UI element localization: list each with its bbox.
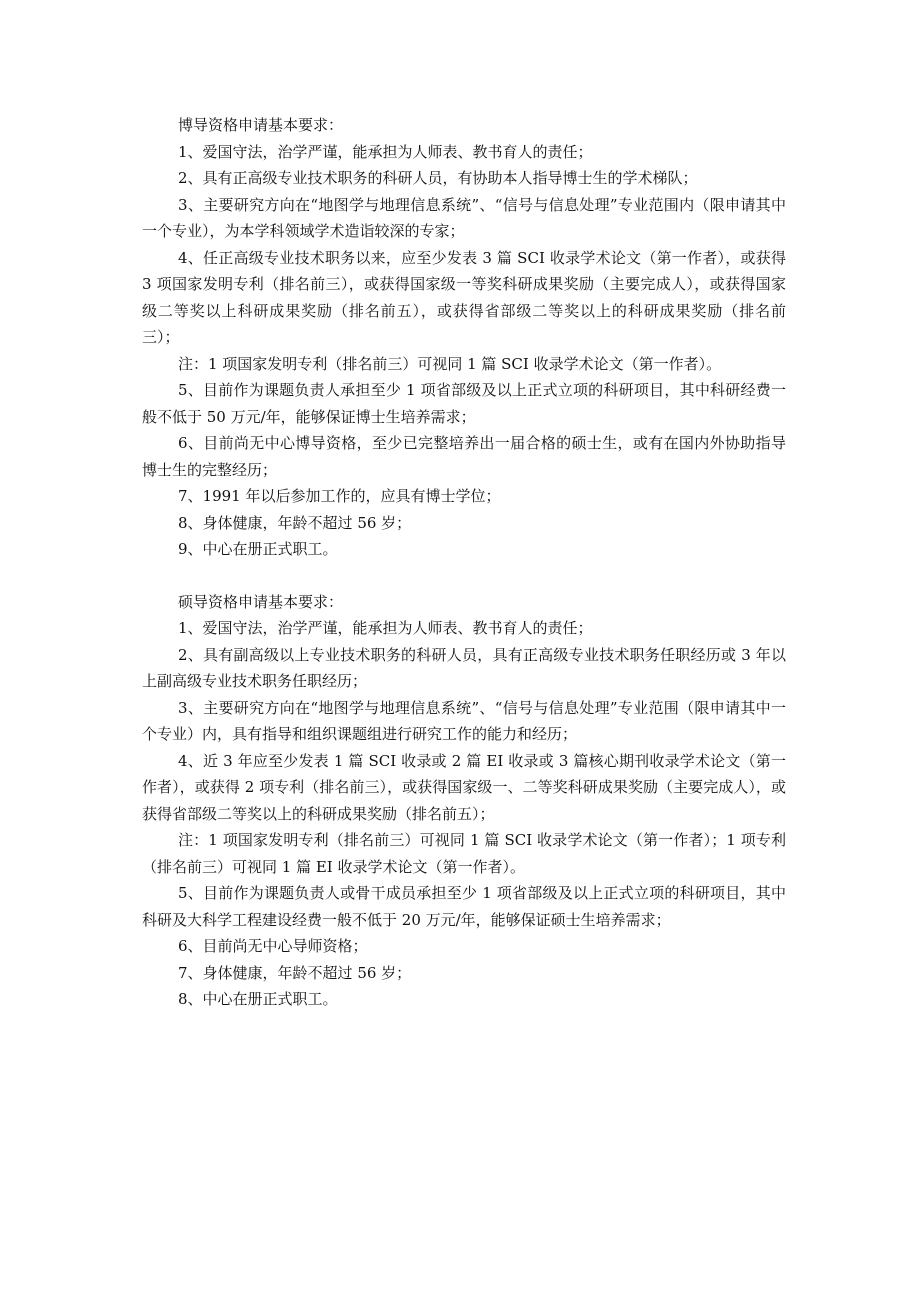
doctor-section-title: 博导资格申请基本要求： xyxy=(178,116,344,134)
doctor-item-1: 1、爱国守法，治学严谨，能承担为人师表、教书育人的责任； xyxy=(178,142,593,161)
doctor-item-4: 4、任正高级专业技术职务以来，应至少发表 3 篇 SCI 收录学术论文（第一作者），或获得 3 项国家发明专利（排名前三），或获得国家级一等奖科研成果奖励（主要完成人），或获得国家级二等奖以上科研成果奖励（排名前五），或获得省部级二等奖以上的科研成果奖励（排名前三）； xyxy=(142,248,786,346)
master-item-7: 7、身体健康，年龄不超过 56 岁； xyxy=(178,963,412,982)
doctor-requirements-section xyxy=(142,112,786,563)
doctor-item-9: 9、中心在册正式职工。 xyxy=(178,540,338,558)
master-note: 注：1 项国家发明专利（排名前三）可视同 1 篇 SCI 收录学术论文（第一作者）；1 项专利（排名前三）可视同 1 篇 EI 收录学术论文（第一作者）。 xyxy=(142,831,786,876)
section-spacer xyxy=(142,563,786,589)
doctor-item-6: 6、目前尚无中心博导资格，至少已完整培养出一届合格的硕士生，或有在国内外协助指导博士生的完整经历； xyxy=(142,434,786,479)
master-item-1: 1、爱国守法，治学严谨，能承担为人师表、教书育人的责任； xyxy=(178,619,593,637)
doctor-item-2: 2、具有正高级专业技术职务的科研人员，有协助本人指导博士生的学术梯队； xyxy=(178,169,698,187)
doctor-item-5: 5、目前作为课题负责人承担至少 1 项省部级及以上正式立项的科研项目，其中科研经费一般不低于 50 万元/年，能够保证博士生培养需求； xyxy=(142,381,786,426)
master-item-6: 6、目前尚无中心导师资格； xyxy=(178,937,368,955)
document-body xyxy=(142,112,786,1013)
doctor-item-7: 7、1991 年以后参加工作的，应具有博士学位； xyxy=(178,487,501,505)
master-item-2: 2、具有副高级以上专业技术职务的科研人员，具有正高级专业技术职务任职经历或 3 年以上副高级专业技术职务任职经历； xyxy=(142,645,786,690)
master-section-title: 硕导资格申请基本要求： xyxy=(178,592,344,611)
doctor-item-3: 3、主要研究方向在“地图学与地理信息系统”、“信号与信息处理”专业范围内（限申请其中一个专业），为本学科领域学术造诣较深的专家； xyxy=(142,195,786,240)
master-item-4: 4、近 3 年应至少发表 1 篇 SCI 收录或 2 篇 EI 收录或 3 篇核心期刊收录学术论文（第一作者），或获得 2 项专利（排名前三），或获得国家级一、二等奖科研成果奖励（主要完成人），或获得省部级二等奖以上的科研成果奖励（排名前五）； xyxy=(142,751,786,823)
master-item-3: 3、主要研究方向在“地图学与地理信息系统”、“信号与信息处理”专业范围（限申请其中一个专业）内，具有指导和组织课题组进行研究工作的能力和经历； xyxy=(142,698,786,743)
master-item-8: 8、中心在册正式职工。 xyxy=(178,990,338,1008)
master-item-5: 5、目前作为课题负责人或骨干成员承担至少 1 项省部级及以上正式立项的科研项目，其中科研及大科学工程建设经费一般不低于 20 万元/年，能够保证硕士生培养需求； xyxy=(142,884,786,929)
doctor-item-8: 8、身体健康，年龄不超过 56 岁； xyxy=(178,513,412,532)
master-requirements-section xyxy=(142,589,786,1013)
doctor-note: 注：1 项国家发明专利（排名前三）可视同 1 篇 SCI 收录学术论文（第一作者）。 xyxy=(178,354,722,373)
